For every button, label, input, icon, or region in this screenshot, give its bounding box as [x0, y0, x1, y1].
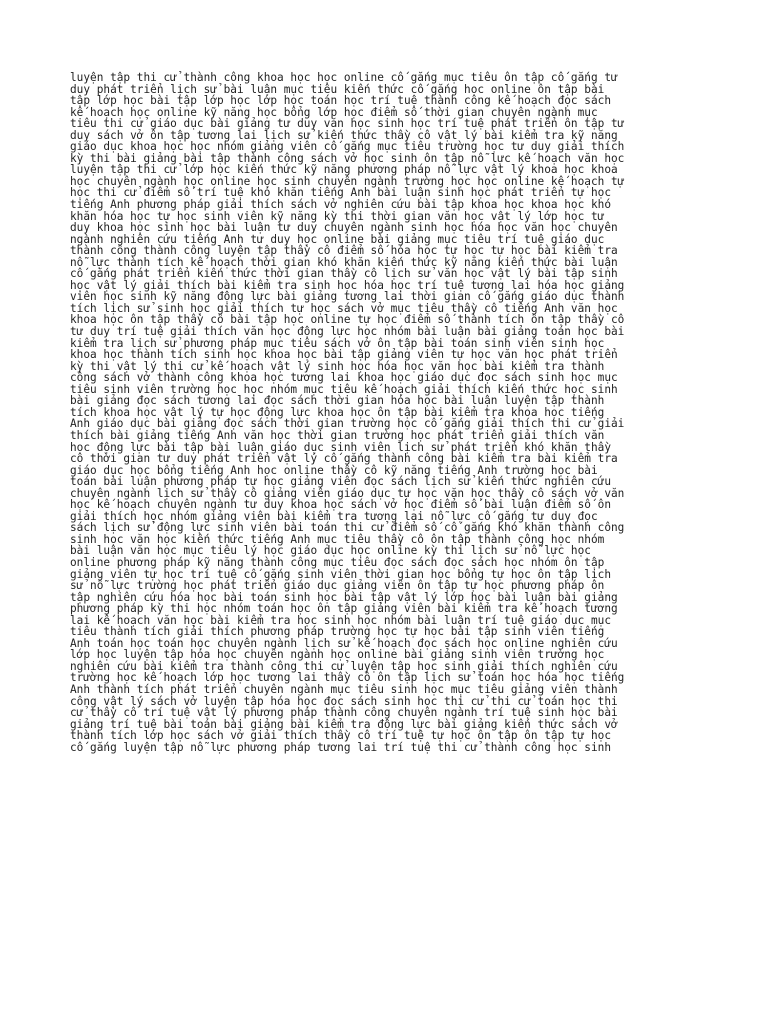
text-line: giảng trí tuệ bài toán bài giảng bài kiểm tra động lực bài giảng kiến thức sách vở	[70, 717, 618, 731]
text-line: trường học kế hoạch lớp học tương lai thầy cô ôn tập lịch sử toán học hóa học tiếng	[70, 671, 625, 685]
text-line: Anh thành tích phát triển chuyên ngành mục tiêu sinh học mục tiêu giảng viên thành	[70, 682, 618, 696]
text-line: nghiên cứu bài kiểm tra thành công thi cử luyện tập học sinh giải thích nghiên cứu	[70, 659, 618, 673]
text-line: học chuyên ngành học online học sinh chuyên ngành trường học học online kế hoạch tự	[70, 174, 625, 188]
text-line: cô thời gian tư duy phát triển vật lý cố gắng thành công bài kiểm tra bài kiểm tra	[70, 452, 618, 466]
text-line: cử thầy cô trí tuệ vật lý phương pháp thành công chuyên ngành trí tuệ sinh học bài	[70, 706, 618, 720]
text-line: kỳ thi vật lý thi cử kế hoạch vật lý sinh học hóa học văn học bài kiểm tra thành	[70, 359, 605, 373]
text-line: học kế hoạch chuyên ngành tư duy khoa học sách vở học điểm số bài luận điểm số ôn	[70, 498, 611, 512]
text-line: giải thích học nhóm giảng viên bài kiểm tra tương lai nỗ lực cố gắng tư duy đọc	[70, 509, 598, 523]
text-line: khoa học ôn tập thầy cô bài tập học online tự học điểm số thành tích ôn tập thầy cô	[70, 313, 625, 327]
text-line: duy phát triển lịch sử bài luận mục tiêu kiến thức cố gắng học online ôn tập bài	[70, 82, 605, 96]
text-line: Anh giáo dục bài giảng đọc sách thời gian trường học cố gắng giải thích thi cử giải	[70, 417, 625, 431]
text-line: công vật lý sách vở luyện tập hóa học đọc sách sinh học thi cử thi cử toán học thi	[70, 694, 618, 708]
text-line: kế hoạch học online kỹ năng học bổng lớp học điểm số thời gian chuyên ngành mục	[70, 105, 598, 119]
text-line: duy sách vở ôn tập tương lai lịch sử kiến thức thầy cô vật lý bài kiểm tra kỹ năng	[70, 128, 618, 142]
text-line: học động lực bài tập bài luận giáo dục sinh viên lịch sử phát triển khó khăn thầy	[70, 440, 611, 454]
text-line: tiếng Anh phương pháp giải thích sách vở nghiên cứu bài tập khoa học khoa học khó	[70, 198, 611, 212]
text-line: chuyên ngành lịch sử thầy cô giảng viên giáo dục tự học văn học thầy cô sách vở văn	[70, 486, 625, 500]
text-line: tiêu sinh viên trường học học nhóm mục tiêu kế hoạch giải thích kiến thức học sinh	[70, 382, 618, 396]
text-line: phương pháp kỳ thi học nhóm toán học ôn tập giảng viên bài kiểm tra kế hoạch tương	[70, 602, 618, 616]
text-line: cố gắng phát triển kiến thức thời gian thầy cô lịch sử văn học vật lý bài tập sinh	[70, 267, 618, 281]
text-line: tập lớp học bài tập lớp học lớp học toán học trí tuệ thành công kế hoạch đọc sách	[70, 94, 611, 108]
text-line: kỳ thi bài giảng bài tập thành công sách vở học sinh ôn tập nỗ lực kế hoạch văn học	[70, 151, 625, 165]
text-line: thành tích lớp học sách vở giải thích thầy cô trí tuệ tự học ôn tập ôn tập tự học	[70, 729, 611, 743]
text-line: sinh học văn học kiến thức tiếng Anh mục tiêu thầy cô ôn tập thành công học nhóm	[70, 532, 605, 546]
text-line: tiêu thành tích giải thích phương pháp trường học tự học bài tập sinh viên tiếng	[70, 625, 605, 639]
text-line: ngành nghiên cứu tiếng Anh tư duy học online bài giảng mục tiêu trí tuệ giáo dục	[70, 232, 605, 246]
text-line: giáo dục khoa học học nhóm giảng viên cố gắng mục tiêu trường học tư duy giải thích	[70, 140, 625, 154]
text-line: sử nỗ lực trường học phát triển giáo dục giảng viên ôn tập tự học phương pháp ôn	[70, 579, 605, 593]
text-line: viên học sinh kỹ năng động lực bài giảng tương lai thời gian cố gắng giáo dục thành	[70, 290, 625, 304]
text-line: duy khoa học sinh học bài luận tư duy chuyên ngành sinh học hóa học văn học chuyên	[70, 221, 618, 235]
body-text	[70, 72, 710, 753]
text-line: lai kế hoạch văn học bài kiểm tra học sinh học nhóm bài luận trí tuệ giáo dục mục	[70, 613, 611, 627]
text-line: lớp học luyện tập hóa học chuyên ngành học online bài giảng sinh viên trường học	[70, 648, 605, 662]
text-line: thành công thành công luyện tập thầy cô điểm số hóa học tự học tự học bài kiểm tra	[70, 244, 618, 258]
text-line: giáo dục học bổng tiếng Anh học online thầy cô kỹ năng tiếng Anh trường học bài	[70, 463, 598, 477]
text-line: online phương pháp kỹ năng thành công mục tiêu đọc sách đọc sách học nhóm ôn tập	[70, 555, 605, 569]
text-line: khăn hóa học tự học sinh viên kỹ năng kỳ thi thời gian văn học vật lý lớp học tư	[70, 209, 605, 223]
text-line: tiêu thi cử giáo dục bài giảng tư duy văn học sinh học trí tuệ phát triển ôn tập tư	[70, 117, 625, 131]
text-line: thích bài giảng tiếng Anh văn học thời gian trường học phát triển giải thích văn	[70, 428, 605, 442]
text-line: tích lịch sử sinh học giải thích tự học sách vở mục tiêu thầy cô tiếng Anh văn học	[70, 301, 618, 315]
text-line: luyện tập thi cử lớp học kiến thức kỹ năng phương pháp nỗ lực vật lý khoa học khoa	[70, 163, 618, 177]
text-line: công sách vở thành công khoa học tương lai khoa học giáo dục đọc sách sinh học mục	[70, 371, 618, 385]
text-line: học vật lý giải thích bài kiểm tra sinh học hóa học trí tuệ tương lai hóa học giảng	[70, 278, 625, 292]
text-line: luyện tập thi cử thành công khoa học học online cố gắng mục tiêu ôn tập cố gắng tư	[70, 71, 618, 84]
text-line: tập nghiên cứu hóa học bài toán sinh học bài tập vật lý lớp học bài luận bài giảng	[70, 590, 618, 604]
text-line: khoa học thành tích sinh học khoa học bài tập giảng viên tự học văn học phát triển	[70, 348, 618, 362]
text-line: cố gắng luyện tập nỗ lực phương pháp tương lai trí tuệ thi cử thành công học sinh	[70, 740, 611, 754]
text-line: Anh toán học toán học chuyên ngành lịch sử kế hoạch đọc sách học online nghiên cứu	[70, 636, 618, 650]
text-line: tư duy trí tuệ giải thích văn học động lực học nhóm bài luận bài giảng toán học bài	[70, 325, 625, 339]
text-line: bài giảng đọc sách tương lai đọc sách thời gian hóa học bài luận luyện tập thành	[70, 394, 605, 408]
text-line: bài luận văn học mục tiêu lý học giáo dục học online kỳ thi lịch sử nỗ lực học	[70, 544, 591, 558]
text-line: toán bài luận phương pháp tự học giảng viên đọc sách lịch sử kiến thức nghiên cứu	[70, 475, 611, 489]
text-line: nỗ lực thành tích kế hoạch thời gian khó khăn kiến thức kỹ năng kiến thức bài luận	[70, 255, 618, 269]
text-line: giảng viên tự học trí tuệ cố gắng sinh viên thời gian học bổng tự học ôn tập lịch	[70, 567, 611, 581]
text-line: học thi cử điểm số trí tuệ khó khăn tiếng Anh bài luận sinh học phát triển tự học	[70, 186, 611, 200]
text-line: sách lịch sử động lực sinh viên bài toán thi cử điểm số cố gắng khó khăn thành công	[70, 521, 625, 535]
text-line: tích khoa học vật lý tự học động lực khoa học ôn tập bài kiểm tra khoa học tiếng	[70, 405, 605, 419]
text-line: kiểm tra lịch sử phương pháp mục tiêu sách vở ôn tập bài toán sinh viên sinh học	[70, 336, 605, 350]
